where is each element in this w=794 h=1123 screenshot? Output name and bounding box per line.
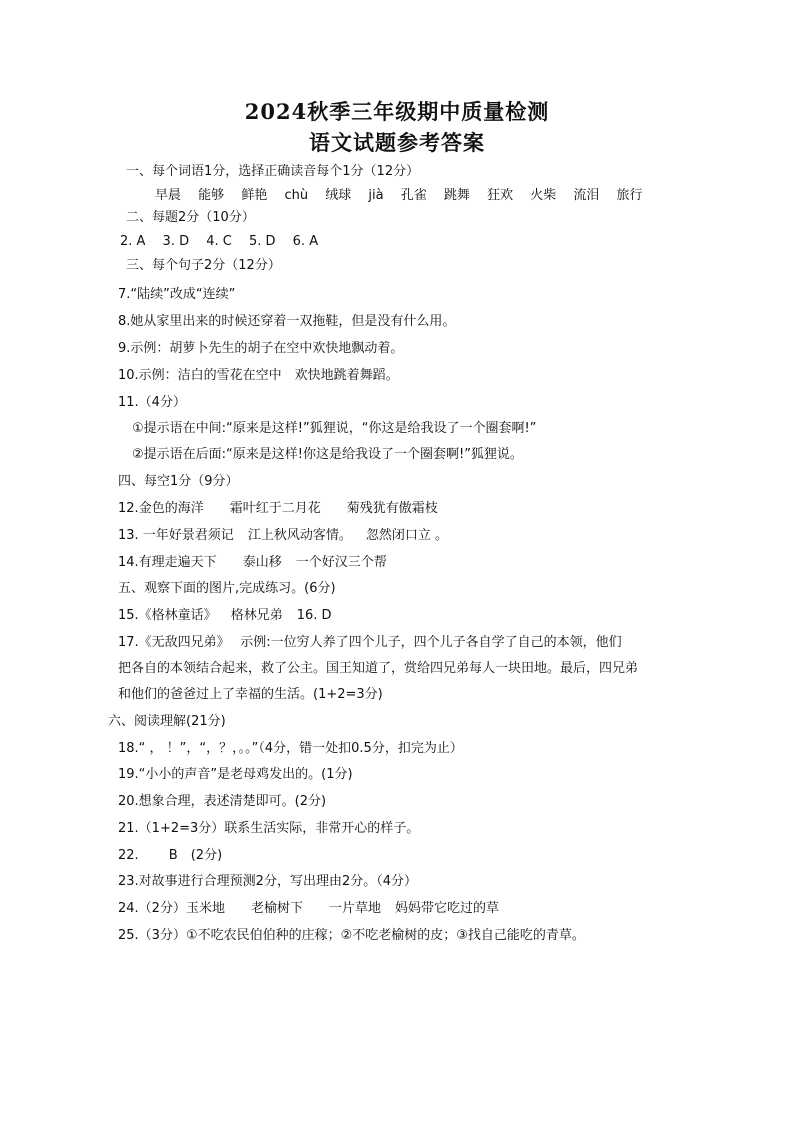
answer-q24-blank-3: 一片草地 xyxy=(328,901,381,916)
section-6-header: 六、阅读理解(21分) xyxy=(108,714,226,729)
word-item: jià xyxy=(368,188,384,203)
answer-q14-blank-3: 一个好汉三个帮 xyxy=(295,555,387,570)
answer-q24-blank-1: 24.（2分）玉米地 xyxy=(118,901,225,916)
answer-q20: 20.想象合理，表述清楚即可。(2分) xyxy=(118,794,327,809)
answer-q15-q16 xyxy=(118,607,332,625)
answer-q10: 10.示例：洁白的雪花在空中 欢快地跳着舞蹈。 xyxy=(118,368,399,383)
answer-q17-line-1: 17.《无敌四兄弟》 示例:一位穷人养了四个儿子，四个儿子各自学了自己的本领，他们 xyxy=(118,635,622,650)
answer-q9: 9.示例：胡萝卜先生的胡子在空中欢快地飘动着。 xyxy=(118,341,404,356)
word-item: 孔雀 xyxy=(400,188,427,203)
answer-q11-option-1: ①提示语在中间:“原来是这样!”狐狸说，“你这是给我设了一个圈套啊!” xyxy=(132,421,537,436)
answer-q15-book: 15.《格林童话》 xyxy=(118,608,217,623)
answer-q12-blank-3: 菊残犹有傲霜枝 xyxy=(346,501,438,516)
answer-q14-blank-1: 14.有理走遍天下 xyxy=(118,555,217,570)
word-item: 鲜艳 xyxy=(241,188,268,203)
answer-q12 xyxy=(118,500,438,518)
word-item: 火柴 xyxy=(530,188,557,203)
document-title: 2024秋季三年级期中质量检测 xyxy=(244,99,550,124)
answer-q22: 22. B (2分) xyxy=(118,848,223,863)
section-5-header: 五、观察下面的图片,完成练习。(6分) xyxy=(118,581,336,596)
answer-q12-blank-2: 霜叶红于二月花 xyxy=(229,501,321,516)
answer-q17-line-3: 和他们的爸爸过上了幸福的生活。(1+2=3分) xyxy=(118,687,383,702)
section-1-header: 一、每个词语1分，选择正确读音每个1分（12分） xyxy=(126,164,420,179)
answer-q11-option-2: ②提示语在后面:“原来是这样!你这是给我设了一个圈套啊!”狐狸说。 xyxy=(132,447,523,462)
word-item: 旅行 xyxy=(616,188,643,203)
answer-q11: 11.（4分） xyxy=(118,395,186,410)
document-subtitle: 语文试题参考答案 xyxy=(309,130,485,155)
word-item: 跳舞 xyxy=(443,188,470,203)
word-item: chù xyxy=(284,188,309,203)
section-2-header: 二、每题2分（10分） xyxy=(126,210,255,225)
answer-q12-number: 12. xyxy=(118,501,139,516)
answer-q12-blank-1: 金色的海洋 xyxy=(138,501,204,516)
answer-q15-author: 格林兄弟 xyxy=(230,608,283,623)
answer-q25: 25.（3分）①不吃农民伯伯种的庄稼；②不吃老榆树的皮；③找自己能吃的青草。 xyxy=(118,928,585,943)
word-item: 能够 xyxy=(198,188,225,203)
answer-q7: 7.“陆续”改成“连续” xyxy=(118,287,236,302)
section-1-word-list xyxy=(155,187,643,205)
answer-q14 xyxy=(118,554,387,572)
answer-q16: 16. D xyxy=(296,608,332,623)
word-item: 流泪 xyxy=(573,188,600,203)
answer-q23: 23.对故事进行合理预测2分，写出理由2分。（4分） xyxy=(118,874,417,889)
answer-q8: 8.她从家里出来的时候还穿着一双拖鞋，但是没有什么用。 xyxy=(118,314,456,329)
section-2-answers: 2. A 3. D 4. C 5. D 6. A xyxy=(120,234,319,249)
answer-q13 xyxy=(118,527,448,545)
section-4-header: 四、每空1分（9分） xyxy=(118,474,239,489)
answer-q13-blank-3: 忽然闭口立 。 xyxy=(365,528,448,543)
word-item: 早晨 xyxy=(155,188,182,203)
answer-q24 xyxy=(118,900,499,918)
answer-q18: 18.“ ， ！”，“，？，。。”（4分，错一处扣0.5分，扣完为止） xyxy=(118,741,463,756)
answer-q13-blank-2: 江上秋风动客情。 xyxy=(247,528,352,543)
answer-q17-line-2: 把各自的本领结合起来，救了公主。国王知道了，赏给四兄弟每人一块田地。最后，四兄弟 xyxy=(118,661,639,676)
answer-q14-blank-2: 泰山移 xyxy=(242,555,282,570)
section-3-header: 三、每个句子2分（12分） xyxy=(126,258,281,273)
answer-q19: 19.“小小的声音”是老母鸡发出的。(1分) xyxy=(118,767,353,782)
answer-q21: 21.（1+2=3分）联系生活实际，非常开心的样子。 xyxy=(118,821,420,836)
word-item: 绒球 xyxy=(325,188,352,203)
word-item: 狂欢 xyxy=(487,188,514,203)
answer-q13-blank-1: 13. 一年好景君须记 xyxy=(118,528,234,543)
answer-q24-blank-4: 妈妈带它吃过的草 xyxy=(394,901,499,916)
answer-q24-blank-2: 老榆树下 xyxy=(250,901,303,916)
